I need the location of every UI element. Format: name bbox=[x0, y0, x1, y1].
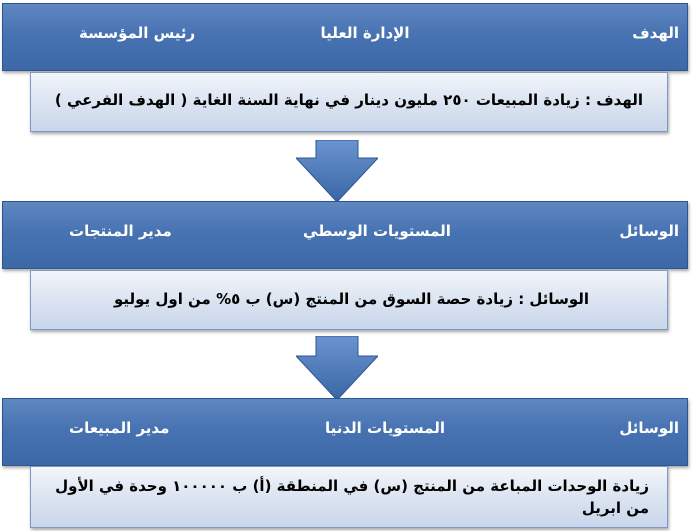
level3-center-label: المستويات الدنيا bbox=[324, 419, 446, 437]
level3-means-text: زيادة الوحدات المباعة من المنتج (س) في المنطقة (أ) ب ١٠٠٠٠٠ وحدة في الأول من ابريل bbox=[55, 477, 649, 517]
top-management-band bbox=[2, 3, 688, 71]
level1-goal-text: الهدف : زيادة المبيعات ٢٥٠ مليون دينار في نهاية السنة الغاية ( الهدف الفرعي ) bbox=[54, 91, 643, 109]
level3-means-box bbox=[30, 466, 668, 528]
level1-center-label: الإدارة العليا bbox=[320, 24, 410, 42]
down-arrow-2 bbox=[296, 336, 378, 400]
down-arrow-icon bbox=[296, 140, 378, 202]
level2-left-label: مدير المنتجات bbox=[69, 222, 172, 240]
level2-means-box bbox=[30, 270, 668, 330]
level1-left-label: رئيس المؤسسة bbox=[79, 24, 196, 42]
level3-right-label: الوسائل bbox=[619, 419, 679, 437]
down-arrow-icon bbox=[296, 336, 378, 400]
lower-management-band bbox=[2, 398, 688, 466]
middle-management-band bbox=[2, 201, 688, 269]
level1-right-label: الهدف bbox=[632, 24, 679, 42]
level1-goal-box bbox=[30, 72, 668, 132]
level2-right-label: الوسائل bbox=[619, 222, 679, 240]
level2-means-text: الوسائل : زيادة حصة السوق من المنتج (س) ب ٥% من اول يوليو bbox=[113, 290, 589, 308]
level2-center-label: المستويات الوسطي bbox=[303, 222, 451, 240]
level3-left-label: مدير المبيعات bbox=[69, 419, 170, 437]
down-arrow-1 bbox=[296, 140, 378, 202]
